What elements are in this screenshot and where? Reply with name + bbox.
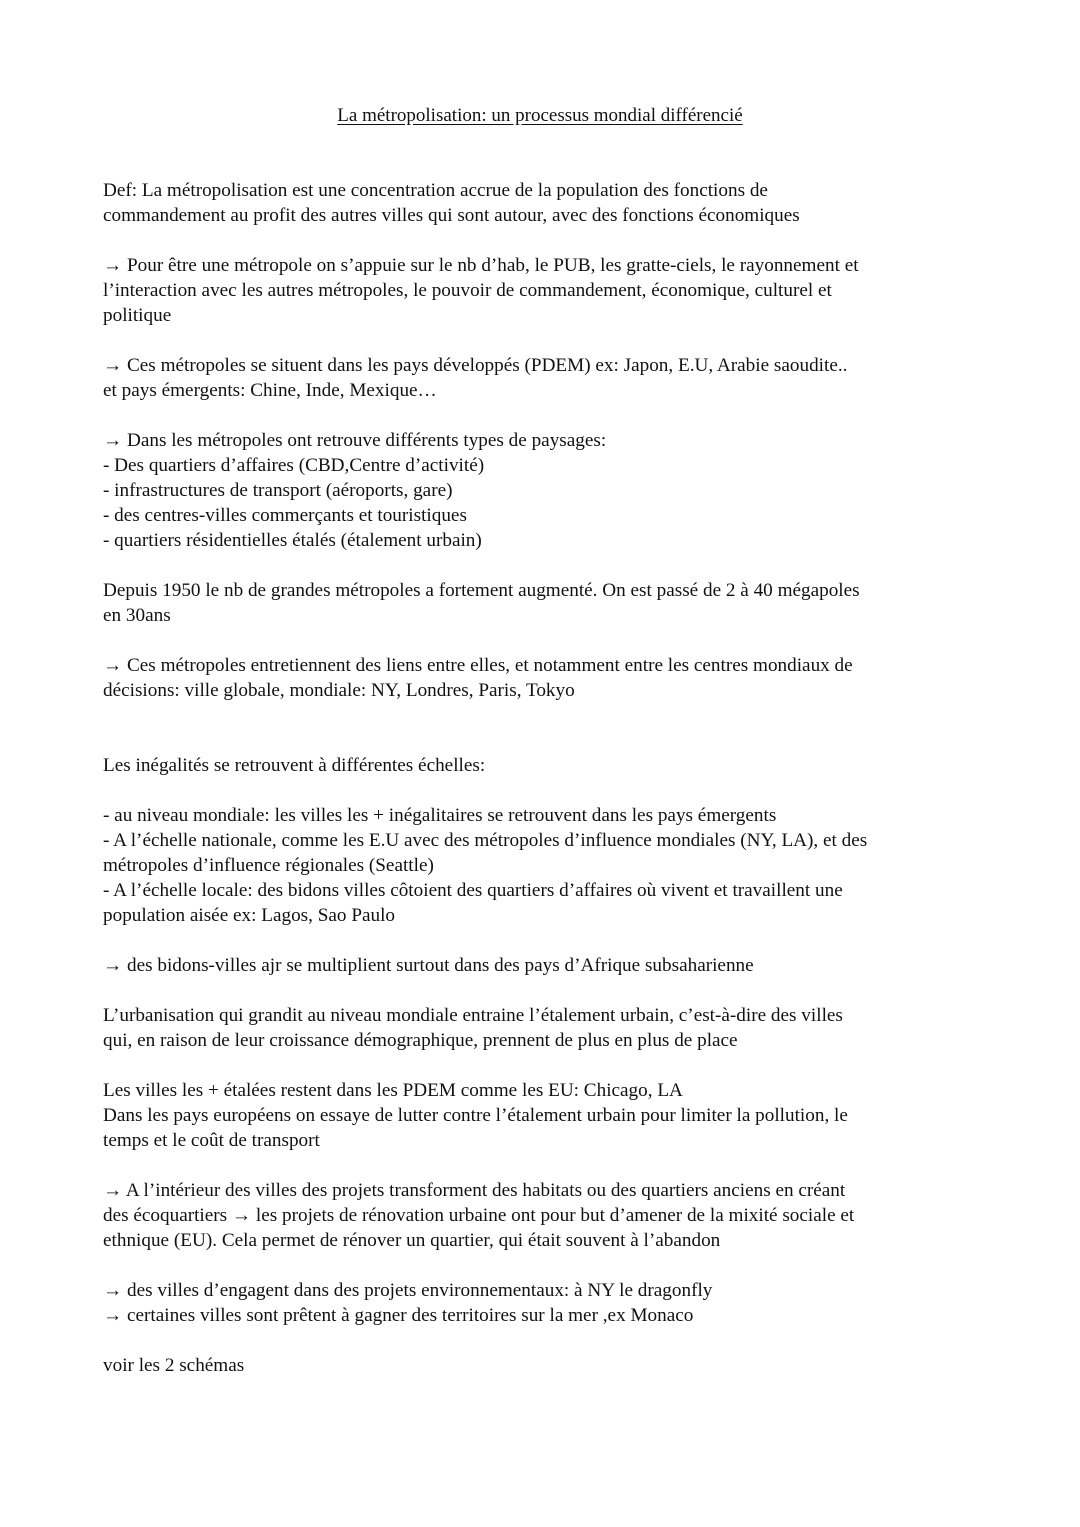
text-line: → des bidons-villes ajr se multiplient surtout dans des pays d’Afrique subsaharienne bbox=[103, 955, 754, 976]
text-line: Dans les pays européens on essaye de lutter contre l’étalement urbain pour limiter la pollution, le bbox=[103, 1105, 848, 1126]
text-line: commandement au profit des autres villes qui sont autour, avec des fonctions économiques bbox=[103, 205, 800, 226]
text-line: métropoles d’influence régionales (Seattle) bbox=[103, 855, 434, 876]
text-line: → Dans les métropoles ont retrouve différents types de paysages: bbox=[103, 430, 607, 451]
page-title: La métropolisation: un processus mondial différencié bbox=[337, 105, 743, 126]
text-line: voir les 2 schémas bbox=[103, 1355, 245, 1376]
paragraph-gap bbox=[103, 1153, 983, 1178]
text-line: politique bbox=[103, 305, 172, 326]
text-line: des écoquartiers → les projets de rénovation urbaine ont pour but d’amener de la mixité sociale et bbox=[103, 1205, 855, 1226]
paragraph-gap bbox=[103, 1253, 983, 1278]
list-item: - infrastructures de transport (aéroports, gare) bbox=[103, 480, 453, 501]
paragraph-gap bbox=[103, 1328, 983, 1353]
text-line: temps et le coût de transport bbox=[103, 1130, 320, 1151]
text-line: → A l’intérieur des villes des projets transforment des habitats ou des quartiers anciens en créant bbox=[103, 1180, 846, 1201]
document-body bbox=[103, 178, 983, 1378]
list-item: - au niveau mondiale: les villes les + inégalitaires se retrouvent dans les pays émergents bbox=[103, 805, 777, 826]
text-line: l’interaction avec les autres métropoles, le pouvoir de commandement, économique, culturel et bbox=[103, 280, 832, 301]
paragraph-gap bbox=[103, 628, 983, 653]
list-item: - des centres-villes commerçants et touristiques bbox=[103, 505, 467, 526]
text-line: L’urbanisation qui grandit au niveau mondiale entraine l’étalement urbain, c’est-à-dire des villes bbox=[103, 1005, 843, 1026]
text-line: → Pour être une métropole on s’appuie sur le nb d’hab, le PUB, les gratte-ciels, le rayonnement et bbox=[103, 255, 859, 276]
list-item: - quartiers résidentielles étalés (étalement urbain) bbox=[103, 530, 482, 551]
text-line: → certaines villes sont prêtent à gagner des territoires sur la mer ,ex Monaco bbox=[103, 1305, 694, 1326]
list-item: - A l’échelle nationale, comme les E.U avec des métropoles d’influence mondiales (NY, LA), et des bbox=[103, 830, 868, 851]
text-line: → Ces métropoles se situent dans les pays développés (PDEM) ex: Japon, E.U, Arabie saoudite.. bbox=[103, 355, 848, 376]
text-line: population aisée ex: Lagos, Sao Paulo bbox=[103, 905, 396, 926]
text-line: → des villes d’engagent dans des projets environnementaux: à NY le dragonfly bbox=[103, 1280, 713, 1301]
paragraph-gap bbox=[103, 778, 983, 803]
paragraph-gap bbox=[103, 1053, 983, 1078]
text-line: et pays émergents: Chine, Inde, Mexique… bbox=[103, 380, 437, 401]
paragraph-gap bbox=[103, 703, 983, 753]
text-line: Les inégalités se retrouvent à différentes échelles: bbox=[103, 755, 486, 776]
paragraph-gap bbox=[103, 978, 983, 1003]
paragraph-gap bbox=[103, 928, 983, 953]
list-item: - A l’échelle locale: des bidons villes côtoient des quartiers d’affaires où vivent et travaillent une bbox=[103, 880, 843, 901]
text-line: Def: La métropolisation est une concentration accrue de la population des fonctions de bbox=[103, 180, 768, 201]
paragraph-gap bbox=[103, 403, 983, 428]
text-line: en 30ans bbox=[103, 605, 171, 626]
text-line: ethnique (EU). Cela permet de rénover un quartier, qui était souvent à l’abandon bbox=[103, 1230, 721, 1251]
list-item: - Des quartiers d’affaires (CBD,Centre d’activité) bbox=[103, 455, 485, 476]
paragraph-gap bbox=[103, 553, 983, 578]
text-line: Les villes les + étalées restent dans les PDEM comme les EU: Chicago, LA bbox=[103, 1080, 683, 1101]
text-line: qui, en raison de leur croissance démographique, prennent de plus en plus de place bbox=[103, 1030, 738, 1051]
paragraph-gap bbox=[103, 228, 983, 253]
text-line: → Ces métropoles entretiennent des liens entre elles, et notamment entre les centres mondiaux de bbox=[103, 655, 853, 676]
text-line: décisions: ville globale, mondiale: NY, Londres, Paris, Tokyo bbox=[103, 680, 575, 701]
text-line: Depuis 1950 le nb de grandes métropoles a fortement augmenté. On est passé de 2 à 40 mégapoles bbox=[103, 580, 860, 601]
paragraph-gap bbox=[103, 328, 983, 353]
